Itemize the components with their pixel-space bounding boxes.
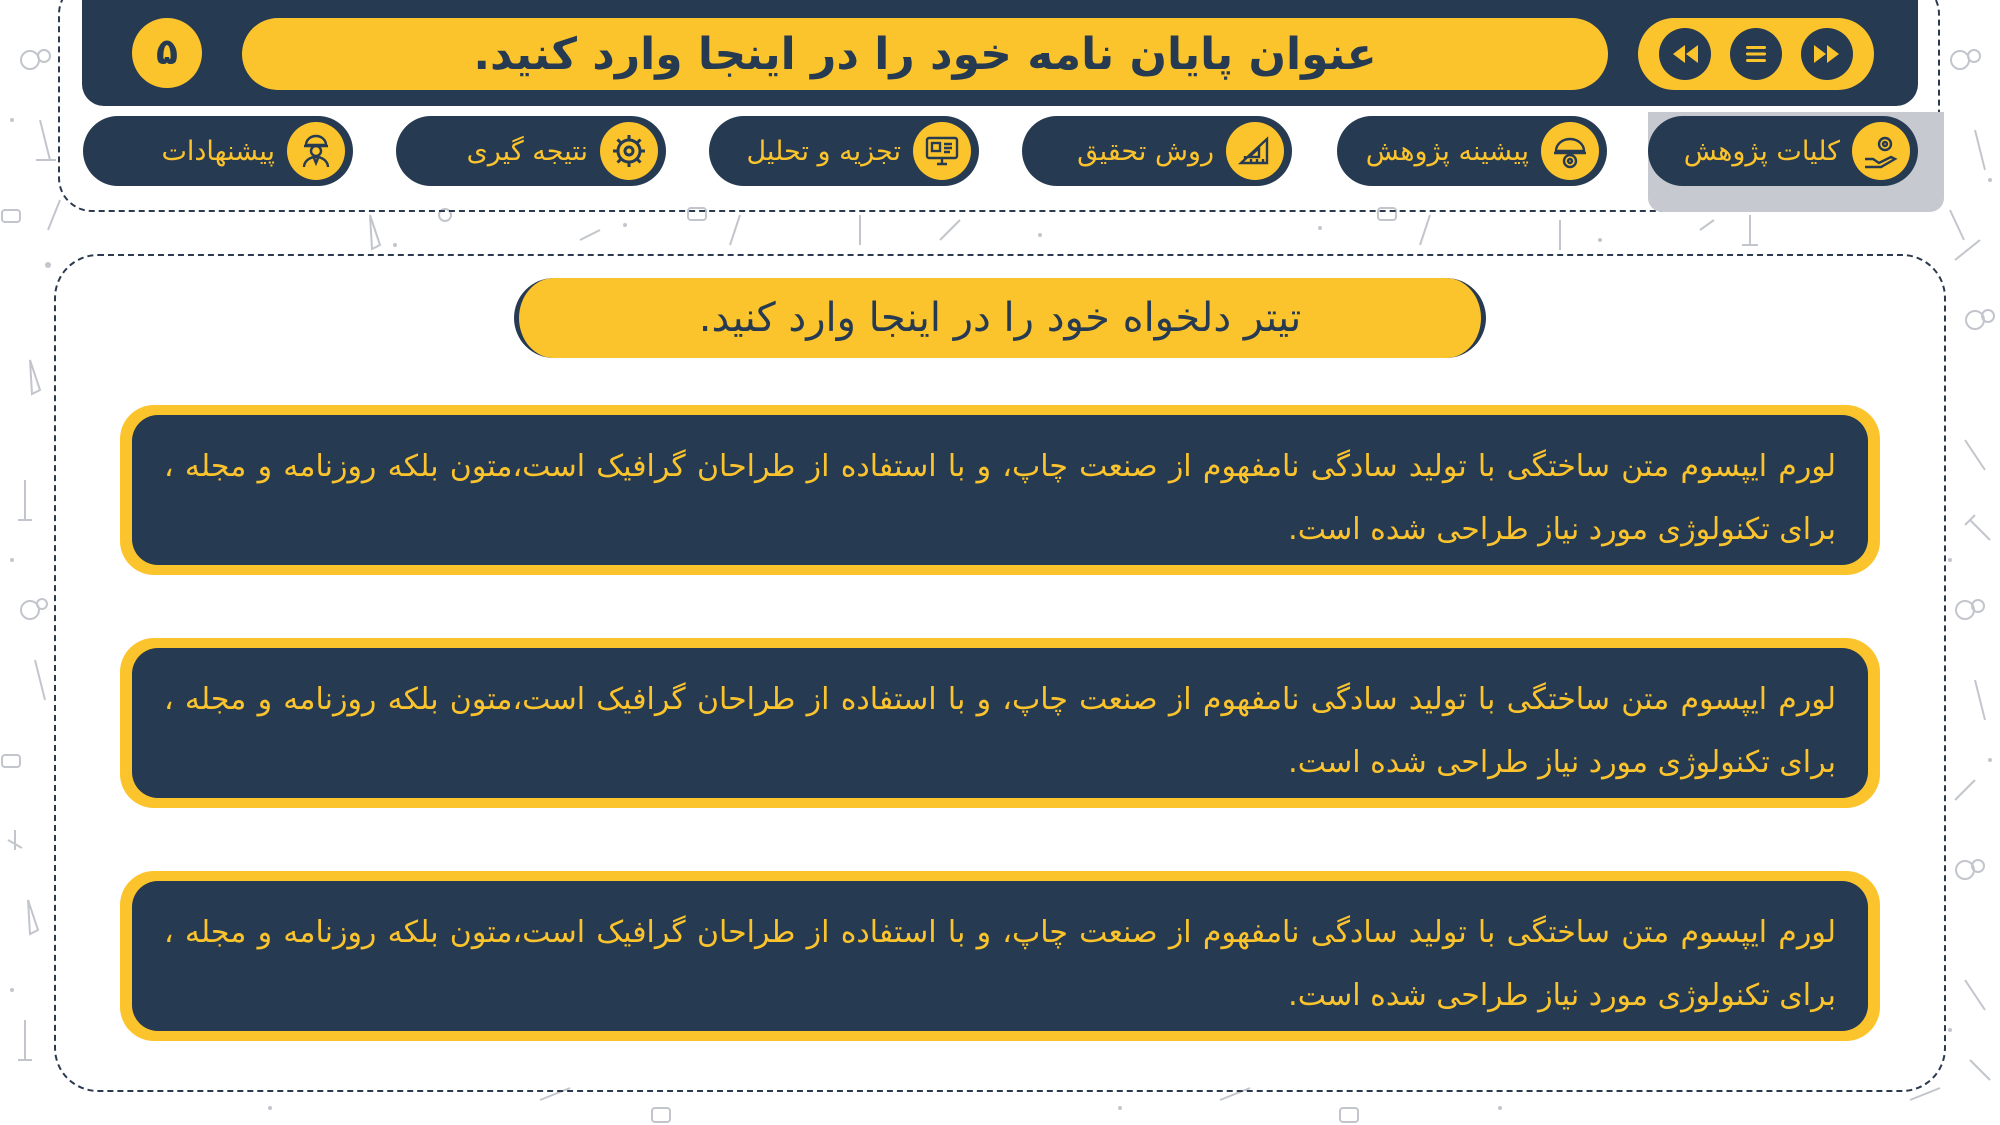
next-slide-button[interactable] bbox=[1801, 28, 1853, 80]
tab-analysis[interactable] bbox=[709, 116, 979, 186]
thesis-title-text: عنوان پایان نامه خود را در اینجا وارد کنید. bbox=[473, 28, 1377, 80]
text-card-3 bbox=[120, 871, 1880, 1041]
card-body: لورم ایپسوم متن ساختگی با تولید سادگی نامفهوم از صنعت چاپ، و با استفاده از طراحان گرافیک است،متون بلکه روزنامه و مجله ، برای تکنولوژی مورد نیاز طراحی شده است. bbox=[132, 648, 1868, 798]
ruler-triangle-icon bbox=[1226, 122, 1284, 180]
hand-gear-icon bbox=[1852, 122, 1910, 180]
tab-label: نتیجه گیری bbox=[466, 135, 588, 167]
engineer-icon bbox=[287, 122, 345, 180]
menu-icon bbox=[1744, 43, 1768, 65]
text-card-2 bbox=[120, 638, 1880, 808]
fast-forward-icon bbox=[1812, 43, 1842, 65]
tab-literature-review[interactable] bbox=[1337, 116, 1607, 186]
previous-slide-button[interactable] bbox=[1659, 28, 1711, 80]
tab-research-overview[interactable] bbox=[1648, 116, 1918, 186]
section-subtitle-text: تیتر دلخواه خود را در اینجا وارد کنید. bbox=[698, 295, 1302, 341]
tab-label: پیشنهادات bbox=[161, 135, 275, 167]
slide-navigation bbox=[1638, 18, 1874, 90]
section-subtitle bbox=[514, 278, 1486, 358]
tab-suggestions[interactable] bbox=[83, 116, 353, 186]
tab-label: تجزیه و تحلیل bbox=[746, 135, 901, 167]
thesis-title bbox=[242, 18, 1608, 90]
menu-button[interactable] bbox=[1730, 28, 1782, 80]
helmet-gear-icon bbox=[1541, 122, 1599, 180]
tab-label: کلیات پژوهش bbox=[1683, 135, 1840, 167]
tab-research-method[interactable] bbox=[1022, 116, 1292, 186]
tab-label: روش تحقیق bbox=[1077, 135, 1214, 167]
tab-conclusion[interactable] bbox=[396, 116, 666, 186]
page-number-badge: ۵ bbox=[132, 18, 202, 88]
rewind-icon bbox=[1670, 43, 1700, 65]
monitor-icon bbox=[913, 122, 971, 180]
text-card-1 bbox=[120, 405, 1880, 575]
tab-label: پیشینه پژوهش bbox=[1365, 135, 1529, 167]
card-body: لورم ایپسوم متن ساختگی با تولید سادگی نامفهوم از صنعت چاپ، و با استفاده از طراحان گرافیک است،متون بلکه روزنامه و مجله ، برای تکنولوژی مورد نیاز طراحی شده است. bbox=[132, 415, 1868, 565]
card-body: لورم ایپسوم متن ساختگی با تولید سادگی نامفهوم از صنعت چاپ، و با استفاده از طراحان گرافیک است،متون بلکه روزنامه و مجله ، برای تکنولوژی مورد نیاز طراحی شده است. bbox=[132, 881, 1868, 1031]
gear-icon bbox=[600, 122, 658, 180]
